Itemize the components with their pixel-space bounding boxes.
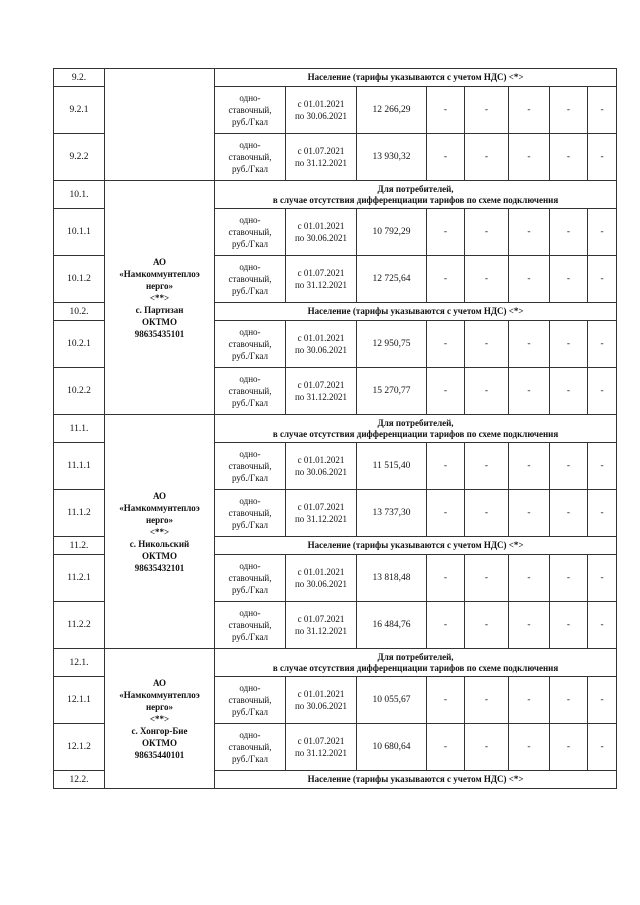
row-number: 9.2.1	[54, 87, 105, 134]
empty-value: -	[550, 677, 588, 724]
empty-value: -	[550, 555, 588, 602]
consumers-header: Для потребителей, в случае отсутствия дифференциации тарифов по схеме подключения	[215, 415, 617, 443]
tariff-type: одно- ставочный, руб./Гкал	[215, 134, 286, 181]
empty-value: -	[465, 368, 509, 415]
row-number: 12.1.1	[54, 677, 105, 724]
period: с 01.01.2021 по 30.06.2021	[286, 677, 357, 724]
empty-value: -	[427, 555, 465, 602]
tariff-type: одно- ставочный, руб./Гкал	[215, 321, 286, 368]
empty-value: -	[465, 209, 509, 256]
tariff-value: 13 930,32	[357, 134, 427, 181]
tariff-type: одно- ставочный, руб./Гкал	[215, 443, 286, 490]
empty-value: -	[509, 256, 550, 303]
tariff-type: одно- ставочный, руб./Гкал	[215, 368, 286, 415]
empty-value: -	[588, 677, 617, 724]
tariff-table	[53, 68, 617, 789]
organization-cell: АО «Намкоммунтеплоэ нерго» <**> с. Партизан ОКТМО 98635435101	[105, 181, 215, 415]
tariff-type: одно- ставочный, руб./Гкал	[215, 209, 286, 256]
tariff-value: 15 270,77	[357, 368, 427, 415]
tariff-value: 16 484,76	[357, 602, 427, 649]
empty-value: -	[509, 134, 550, 181]
row-number: 12.1.	[54, 649, 105, 677]
empty-value: -	[550, 256, 588, 303]
row-number: 10.2.1	[54, 321, 105, 368]
empty-value: -	[509, 368, 550, 415]
period: с 01.07.2021 по 31.12.2021	[286, 490, 357, 537]
empty-value: -	[550, 134, 588, 181]
empty-value: -	[465, 256, 509, 303]
empty-value: -	[588, 490, 617, 537]
empty-value: -	[550, 490, 588, 537]
empty-value: -	[550, 209, 588, 256]
period: с 01.01.2021 по 30.06.2021	[286, 87, 357, 134]
organization-cell: АО «Намкоммунтеплоэ нерго» <**> с. Никольский ОКТМО 98635432101	[105, 415, 215, 649]
table-row	[54, 649, 617, 677]
empty-value: -	[427, 209, 465, 256]
empty-value: -	[465, 677, 509, 724]
empty-value: -	[550, 368, 588, 415]
organization-cell: АО «Намкоммунтеплоэ нерго» <**> с. Хонгор-Бие ОКТМО 98635440101	[105, 649, 215, 789]
empty-value: -	[550, 443, 588, 490]
empty-value: -	[550, 724, 588, 771]
empty-value: -	[588, 134, 617, 181]
empty-value: -	[509, 87, 550, 134]
empty-value: -	[427, 321, 465, 368]
organization-cell	[105, 69, 215, 181]
tariff-value: 12 950,75	[357, 321, 427, 368]
population-header: Население (тарифы указываются с учетом НДС) <*>	[215, 69, 617, 87]
consumers-header: Для потребителей, в случае отсутствия дифференциации тарифов по схеме подключения	[215, 649, 617, 677]
row-number: 9.2.2	[54, 134, 105, 181]
row-number: 11.2.2	[54, 602, 105, 649]
empty-value: -	[465, 602, 509, 649]
empty-value: -	[588, 724, 617, 771]
empty-value: -	[465, 724, 509, 771]
period: с 01.01.2021 по 30.06.2021	[286, 555, 357, 602]
tariff-type: одно- ставочный, руб./Гкал	[215, 677, 286, 724]
tariff-value: 10 680,64	[357, 724, 427, 771]
empty-value: -	[588, 368, 617, 415]
tariff-type: одно- ставочный, руб./Гкал	[215, 602, 286, 649]
population-header: Население (тарифы указываются с учетом НДС) <*>	[215, 303, 617, 321]
empty-value: -	[588, 209, 617, 256]
empty-value: -	[509, 602, 550, 649]
tariff-type: одно- ставочный, руб./Гкал	[215, 724, 286, 771]
row-number: 9.2.	[54, 69, 105, 87]
empty-value: -	[588, 256, 617, 303]
empty-value: -	[509, 677, 550, 724]
row-number: 11.2.1	[54, 555, 105, 602]
period: с 01.07.2021 по 31.12.2021	[286, 368, 357, 415]
empty-value: -	[588, 443, 617, 490]
period: с 01.07.2021 по 31.12.2021	[286, 256, 357, 303]
empty-value: -	[550, 602, 588, 649]
empty-value: -	[588, 602, 617, 649]
period: с 01.01.2021 по 30.06.2021	[286, 209, 357, 256]
period: с 01.01.2021 по 30.06.2021	[286, 443, 357, 490]
empty-value: -	[509, 724, 550, 771]
empty-value: -	[427, 724, 465, 771]
row-number: 11.2.	[54, 537, 105, 555]
population-header: Население (тарифы указываются с учетом НДС) <*>	[215, 537, 617, 555]
empty-value: -	[427, 256, 465, 303]
row-number: 10.2.2	[54, 368, 105, 415]
row-number: 10.2.	[54, 303, 105, 321]
empty-value: -	[427, 602, 465, 649]
consumers-header: Для потребителей, в случае отсутствия дифференциации тарифов по схеме подключения	[215, 181, 617, 209]
tariff-type: одно- ставочный, руб./Гкал	[215, 555, 286, 602]
row-number: 10.1.2	[54, 256, 105, 303]
empty-value: -	[465, 321, 509, 368]
tariff-type: одно- ставочный, руб./Гкал	[215, 490, 286, 537]
row-number: 10.1.	[54, 181, 105, 209]
empty-value: -	[465, 443, 509, 490]
tariff-value: 10 055,67	[357, 677, 427, 724]
tariff-document	[53, 68, 616, 789]
row-number: 12.1.2	[54, 724, 105, 771]
period: с 01.07.2021 по 31.12.2021	[286, 724, 357, 771]
tariff-value: 13 818,48	[357, 555, 427, 602]
tariff-value: 12 725,64	[357, 256, 427, 303]
empty-value: -	[550, 87, 588, 134]
empty-value: -	[509, 443, 550, 490]
empty-value: -	[427, 134, 465, 181]
empty-value: -	[588, 321, 617, 368]
row-number: 12.2.	[54, 771, 105, 789]
empty-value: -	[465, 490, 509, 537]
table-row	[54, 69, 617, 87]
empty-value: -	[465, 555, 509, 602]
empty-value: -	[427, 443, 465, 490]
tariff-value: 12 266,29	[357, 87, 427, 134]
empty-value: -	[588, 555, 617, 602]
empty-value: -	[509, 321, 550, 368]
population-header: Население (тарифы указываются с учетом НДС) <*>	[215, 771, 617, 789]
row-number: 11.1.	[54, 415, 105, 443]
empty-value: -	[509, 555, 550, 602]
empty-value: -	[509, 490, 550, 537]
empty-value: -	[427, 87, 465, 134]
empty-value: -	[427, 677, 465, 724]
period: с 01.07.2021 по 31.12.2021	[286, 134, 357, 181]
row-number: 10.1.1	[54, 209, 105, 256]
empty-value: -	[427, 368, 465, 415]
period: с 01.01.2021 по 30.06.2021	[286, 321, 357, 368]
empty-value: -	[588, 87, 617, 134]
table-row	[54, 415, 617, 443]
empty-value: -	[509, 209, 550, 256]
row-number: 11.1.1	[54, 443, 105, 490]
empty-value: -	[427, 490, 465, 537]
tariff-value: 11 515,40	[357, 443, 427, 490]
tariff-value: 13 737,30	[357, 490, 427, 537]
tariff-type: одно- ставочный, руб./Гкал	[215, 256, 286, 303]
empty-value: -	[550, 321, 588, 368]
tariff-type: одно- ставочный, руб./Гкал	[215, 87, 286, 134]
row-number: 11.1.2	[54, 490, 105, 537]
empty-value: -	[465, 87, 509, 134]
table-row	[54, 181, 617, 209]
tariff-value: 10 792,29	[357, 209, 427, 256]
period: с 01.07.2021 по 31.12.2021	[286, 602, 357, 649]
empty-value: -	[465, 134, 509, 181]
